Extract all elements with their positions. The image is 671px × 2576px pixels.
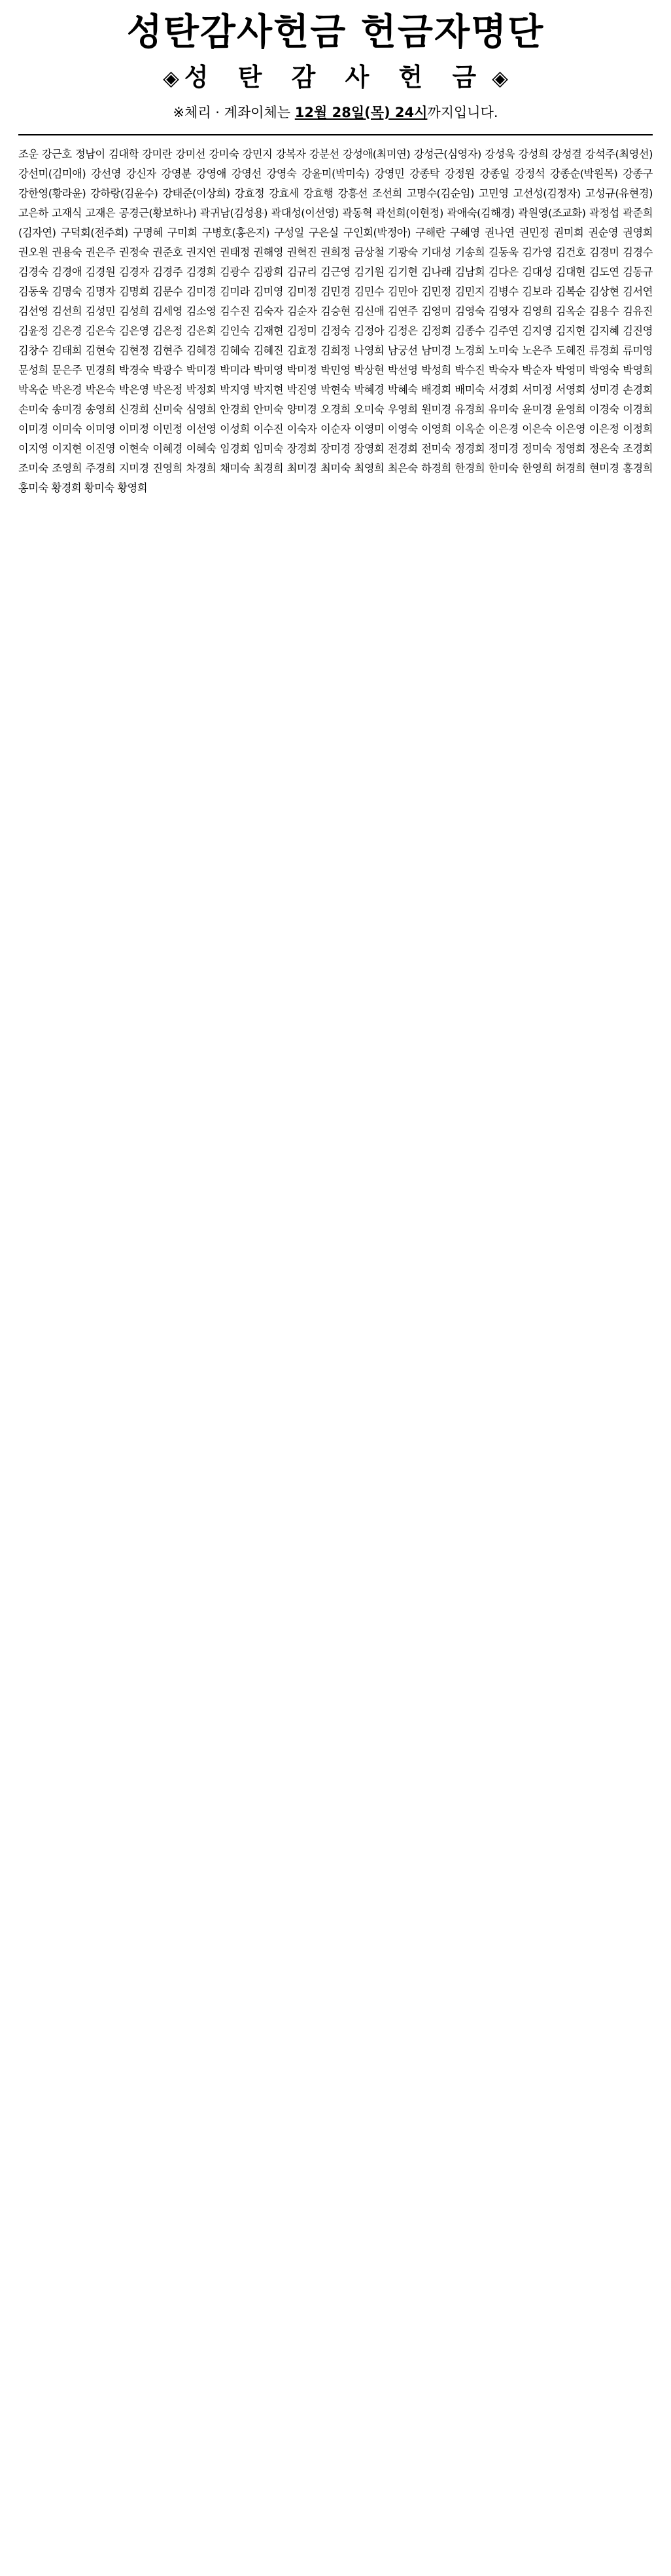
page-title: 성탄감사헌금 헌금자명단 (126, 11, 545, 54)
notice-prefix: ※체리 · 계좌이체는 (173, 104, 295, 120)
donor-names-opening: 조운 강근호 정남이 김대학 강미란 강미선 강미숙 강민지 강복자 강분선 강성애(최미연) 강성근(심영자) 강성욱 강성희 강성결 강석주(최영선) 강선미(김미애) 강선영 강신자 강영분 강영애 강영선 강영숙 강윤미(박미숙) 강영민 강종탁 강정원 강종일 강정석 강종순(박원목) 강종구 강한영(황라윤) 강하랑(김윤수) 강태준(이상희) 강효정 강효세 강효행 강흥선 (18, 148, 653, 200)
donor-names-block (18, 145, 653, 498)
diamond-icon-right: ◈ (492, 65, 508, 90)
deadline-notice (18, 103, 653, 122)
notice-deadline: 12월 28일(목) 24시 (294, 104, 428, 120)
notice-suffix: 까지입니다. (427, 104, 498, 120)
donor-names-continued: 조선희 고명수(김순임) 고민영 고선성(김정자) 고성규(유현경) 고은하 고재식 고재은 공경근(황보하나) 곽귀남(김성용) 곽대성(이선영) 곽동혁 곽선희(이현정) 곽애숙(김해경) 곽원영(조교화) 곽정섭 곽준희(김자연) 구덕회(전주희) 구명혜 구미희 구병호(홍은지) 구성일 구은실 구인회(박정아) 구해란 구혜영 권나연 권민정 권미희 권순영 권영희 권오원 권용숙 권은주 권정숙 권준호 권지연 권태정 권해영 권혁진 권희정 금상철 기광숙 기대성 기송희 길동욱 김가영 김건호 김경미 김경수 김경숙 김경애 김경원 김경자 김경주 김경희 김광수 김광희 김규리 김근영 김기원 김기현 김나래 김남희 김다은 김대성 김대현 김도연 김동규 김동욱 김명숙 김명자 김명희 김문수 김미경 김미라 김미영 김미정 김민경 김민수 김민아 김민정 김민지 김병수 김보라 김복순 김상현 김서연 김선영 김선희 김성민 김성희 김세영 김소영 김수진 김숙자 김순자 김승현 김신애 김연주 김영미 김영숙 김영자 김영희 김옥순 김용수 김유진 김윤정 김은경 김은숙 김은영 김은정 김은희 김인숙 김재현 김정미 김정숙 김정아 김정은 김정희 김종수 김주연 김지영 김지현 김지혜 김진영 김창수 김태희 김현숙 김현정 김현주 김혜경 김혜숙 김혜진 김효정 김희정 나영희 남궁선 남미경 노경희 노미숙 노은주 도혜진 류경희 류미영 문성희 문은주 민경희 박경숙 박광수 박미경 박미라 박미영 박미정 박민영 박상현 박선영 박성희 박수진 박숙자 박순자 박영미 박영숙 박영희 박옥순 박은경 박은숙 박은영 박은정 박정희 박지영 박지현 박진영 박현숙 박혜경 박혜숙 배경희 배미숙 서경희 서미정 서영희 성미경 손경희 손미숙 송미경 송영희 신경희 신미숙 심영희 안경희 안미숙 양미경 오경희 오미숙 우영희 원미경 유경희 유미숙 윤미경 윤영희 이경숙 이경희 이미경 이미숙 이미영 이미정 이민정 이선영 이성희 이수진 이숙자 이순자 이영미 이영숙 이영희 이옥순 이은경 이은숙 이은영 이은정 이정희 이지영 이지현 이진영 이현숙 이혜경 이혜숙 임경희 임미숙 장경희 장미경 장영희 전경희 전미숙 정경희 정미경 정미숙 정영희 정은숙 조경희 조미숙 조영희 주경희 지미경 진영희 차경희 채미숙 최경희 최미경 최미숙 최영희 최은숙 하경희 한경희 한미숙 한영희 허경희 현미경 홍경희 홍미숙 황경희 황미숙 황영희 (18, 187, 653, 495)
divider (18, 134, 653, 135)
subtitle-text: 성 탄 감 사 헌 금 (184, 63, 487, 92)
subtitle-banner (18, 63, 653, 93)
diamond-icon-left: ◈ (163, 65, 179, 90)
